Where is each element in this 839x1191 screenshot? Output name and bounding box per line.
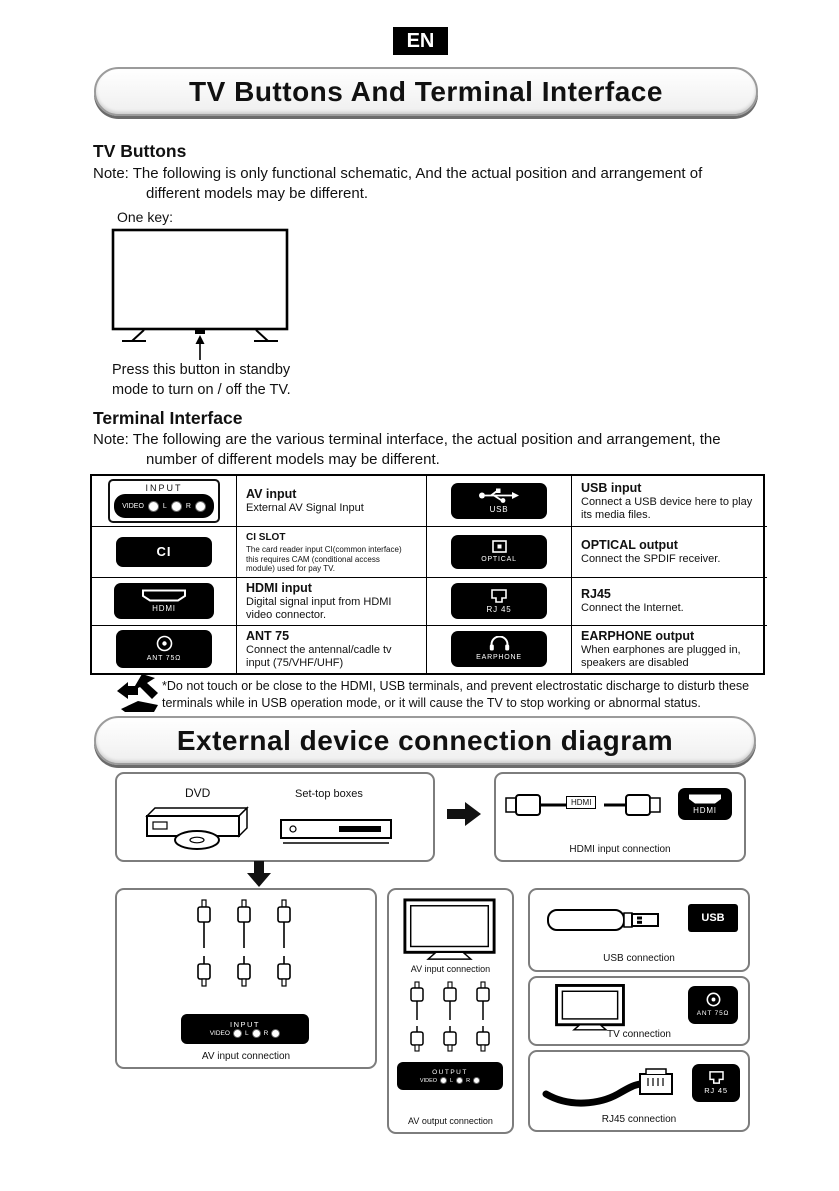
rca-jack-icon (473, 1077, 480, 1084)
dvd-label: DVD (185, 786, 211, 800)
jack-label-r: R (263, 1030, 269, 1037)
rca-jack-icon (456, 1077, 463, 1084)
table-cell-ant-icon (92, 626, 237, 673)
row-desc: When earphones are plugged in, speakers are disabled (581, 643, 741, 669)
headphone-icon (489, 636, 510, 651)
ci-slot-icon: CI (116, 537, 212, 567)
table-cell-hdmi-text (237, 578, 427, 626)
table-cell-hdmi-icon (92, 578, 237, 626)
hdmi-plug-label: HDMI (693, 805, 717, 815)
row-title: AV input (246, 487, 297, 501)
table-cell-optical-icon (427, 527, 572, 578)
jack-label-l: L (450, 1077, 454, 1084)
hdmi-plug-icon (678, 788, 732, 820)
table-cell-usb-text (572, 476, 767, 527)
rj45-port-label: RJ 45 (486, 604, 512, 614)
rj45-connection-box (528, 1050, 750, 1132)
usb-badge: USB (688, 904, 738, 932)
ant-badge-label: ANT 75Ω (696, 1010, 730, 1017)
hdmi-port-icon (114, 583, 214, 619)
av-jack-bar (114, 494, 214, 518)
table-cell-av-input-text (237, 476, 427, 527)
usb-connection-caption: USB connection (603, 953, 675, 964)
language-badge: EN (393, 27, 448, 55)
jack-label-r: R (185, 502, 191, 510)
av-input-panel-icon (108, 479, 220, 523)
one-key-label: One key: (117, 209, 174, 225)
av-jack-row (210, 1029, 281, 1038)
av-input-connection-caption-mid: AV input connection (410, 964, 491, 974)
rj45-jack-icon (709, 1071, 724, 1084)
arrow-down-icon (247, 861, 271, 887)
row-desc: Digital signal input from HDMI video connector. (246, 595, 392, 621)
row-desc: Connect the antennal/cadle tv input (75/VHF/UHF) (246, 643, 392, 669)
banner-external-device-title: External device connection diagram (176, 724, 674, 756)
jack-label-l: L (162, 502, 167, 510)
table-cell-usb-icon (427, 476, 572, 527)
settop-label: Set-top boxes (295, 788, 363, 800)
source-devices-box (115, 772, 435, 862)
table-cell-av-input-icon (92, 476, 237, 527)
av-cable-bundle-illustration (405, 980, 495, 1056)
row-title: EARPHONE output (581, 628, 695, 643)
av-cable-bundle-illustration (189, 898, 299, 1004)
tv-front-illustration (110, 227, 292, 363)
av-output-connection-box (387, 888, 514, 1134)
optical-port-icon (451, 535, 547, 569)
jack-label-video: VIDEO (419, 1077, 438, 1084)
dvd-player-illustration (139, 804, 254, 852)
usb-port-label: USB (489, 505, 509, 514)
table-cell-rj45-icon (427, 578, 572, 626)
usb-trident-icon (478, 488, 520, 503)
row-title: CI SLOT (246, 532, 286, 543)
tv-connection-box (528, 976, 750, 1046)
row-title: USB input (581, 480, 642, 495)
ant-port-label: ANT 75Ω (146, 655, 182, 662)
ethernet-cable-illustration (542, 1062, 682, 1108)
jack-label-l: L (244, 1030, 249, 1037)
row-desc: External AV Signal Input (246, 502, 364, 514)
section-title-terminal: Terminal Interface (93, 408, 243, 428)
row-desc: Connect the Internet. (581, 602, 684, 614)
rca-jack-icon (271, 1029, 280, 1038)
table-cell-ci-icon (92, 527, 237, 578)
usb-drive-illustration (544, 904, 679, 936)
row-desc: The card reader input CI(common interface) this requires CAM (conditional access module) used for pay TV. (246, 545, 402, 573)
terminal-note: Note: The following are the various terminal interface, the actual position and arrangement, the number of different models may be different. (93, 431, 721, 468)
av-input-connection-caption: AV input connection (201, 1051, 291, 1062)
rj45-badge-label: RJ 45 (704, 1086, 728, 1095)
rca-jack-icon (440, 1077, 447, 1084)
antenna-ring-icon (706, 992, 721, 1007)
av-panel-title: INPUT (230, 1020, 260, 1029)
av-output-panel (397, 1062, 503, 1090)
banner-external-device (94, 716, 756, 765)
optical-port-label: OPTICAL (481, 555, 517, 563)
earphone-port-label: EARPHONE (476, 654, 522, 661)
row-title: ANT 75 (246, 628, 290, 643)
tv-connection-caption: TV connection (607, 1029, 671, 1040)
table-cell-optical-text (572, 527, 767, 578)
row-desc: Connect the SPDIF receiver. (581, 552, 721, 565)
row-title: OPTICAL output (581, 537, 678, 552)
rca-jack-icon (148, 501, 159, 512)
terminal-table (90, 474, 765, 675)
rj45-port-icon (451, 583, 547, 619)
av-input-connection-box (115, 888, 377, 1069)
optical-square-icon (492, 540, 507, 553)
table-cell-rj45-text (572, 578, 767, 626)
hdmi-connection-box (494, 772, 746, 862)
av-output-connection-caption: AV output connection (408, 1116, 493, 1126)
banner-tv-buttons-title: TV Buttons And Terminal Interface (189, 75, 663, 107)
section-title-tv-buttons: TV Buttons (93, 141, 187, 161)
tv-illustration (402, 898, 497, 962)
rj45-jack-icon (491, 589, 507, 603)
rca-jack-icon (252, 1029, 261, 1038)
settop-box-illustration (277, 812, 399, 850)
jack-label-r: R (466, 1077, 471, 1084)
esd-warning-icon (117, 674, 159, 712)
tv-illustration (552, 984, 628, 1032)
table-cell-earphone-text (572, 626, 767, 673)
av-jack-row (420, 1077, 480, 1084)
hdmi-connector-icon (141, 589, 187, 602)
row-title: HDMI input (246, 580, 312, 595)
jack-label-video: VIDEO (209, 1030, 230, 1037)
rj45-badge (692, 1064, 740, 1102)
esd-warning-text: *Do not touch or be close to the HDMI, USB terminals, and prevent electrostatic discharge to disturb these terminals while in USB operation mode, or it will cause the TV to stop working or abnormal status. (162, 679, 750, 710)
earphone-port-icon (451, 631, 547, 667)
usb-port-icon (451, 483, 547, 519)
row-title: RJ45 (581, 587, 611, 601)
hdmi-connector-icon (688, 794, 722, 804)
standby-note: Press this button in standby mode to turn on / off the TV. (112, 362, 291, 398)
rca-jack-icon (171, 501, 182, 512)
hdmi-port-label: HDMI (152, 604, 176, 613)
av-panel-title: INPUT (145, 483, 183, 493)
table-cell-ant-text (237, 626, 427, 673)
rca-jack-icon (195, 501, 206, 512)
table-cell-earphone-icon (427, 626, 572, 673)
rj45-connection-caption: RJ45 connection (601, 1114, 677, 1125)
rca-jack-icon (233, 1029, 242, 1038)
usb-connection-box (528, 888, 750, 972)
av-input-panel (181, 1014, 309, 1044)
hdmi-cable-label: HDMI (566, 796, 596, 809)
ant75-badge (688, 986, 738, 1024)
arrow-right-icon (447, 802, 481, 826)
table-cell-ci-text (237, 527, 427, 578)
jack-label-video: VIDEO (122, 502, 144, 510)
ant75-port-icon (116, 630, 212, 668)
tv-buttons-note: Note: The following is only functional schematic, And the actual position and arrangement of different models may be different. (93, 165, 703, 202)
antenna-ring-icon (156, 635, 173, 652)
hdmi-connection-caption: HDMI input connection (569, 844, 671, 855)
banner-tv-buttons (94, 67, 758, 116)
av-panel-title: OUTPUT (432, 1069, 468, 1076)
row-desc: Connect a USB device here to play its media files. (581, 495, 753, 521)
